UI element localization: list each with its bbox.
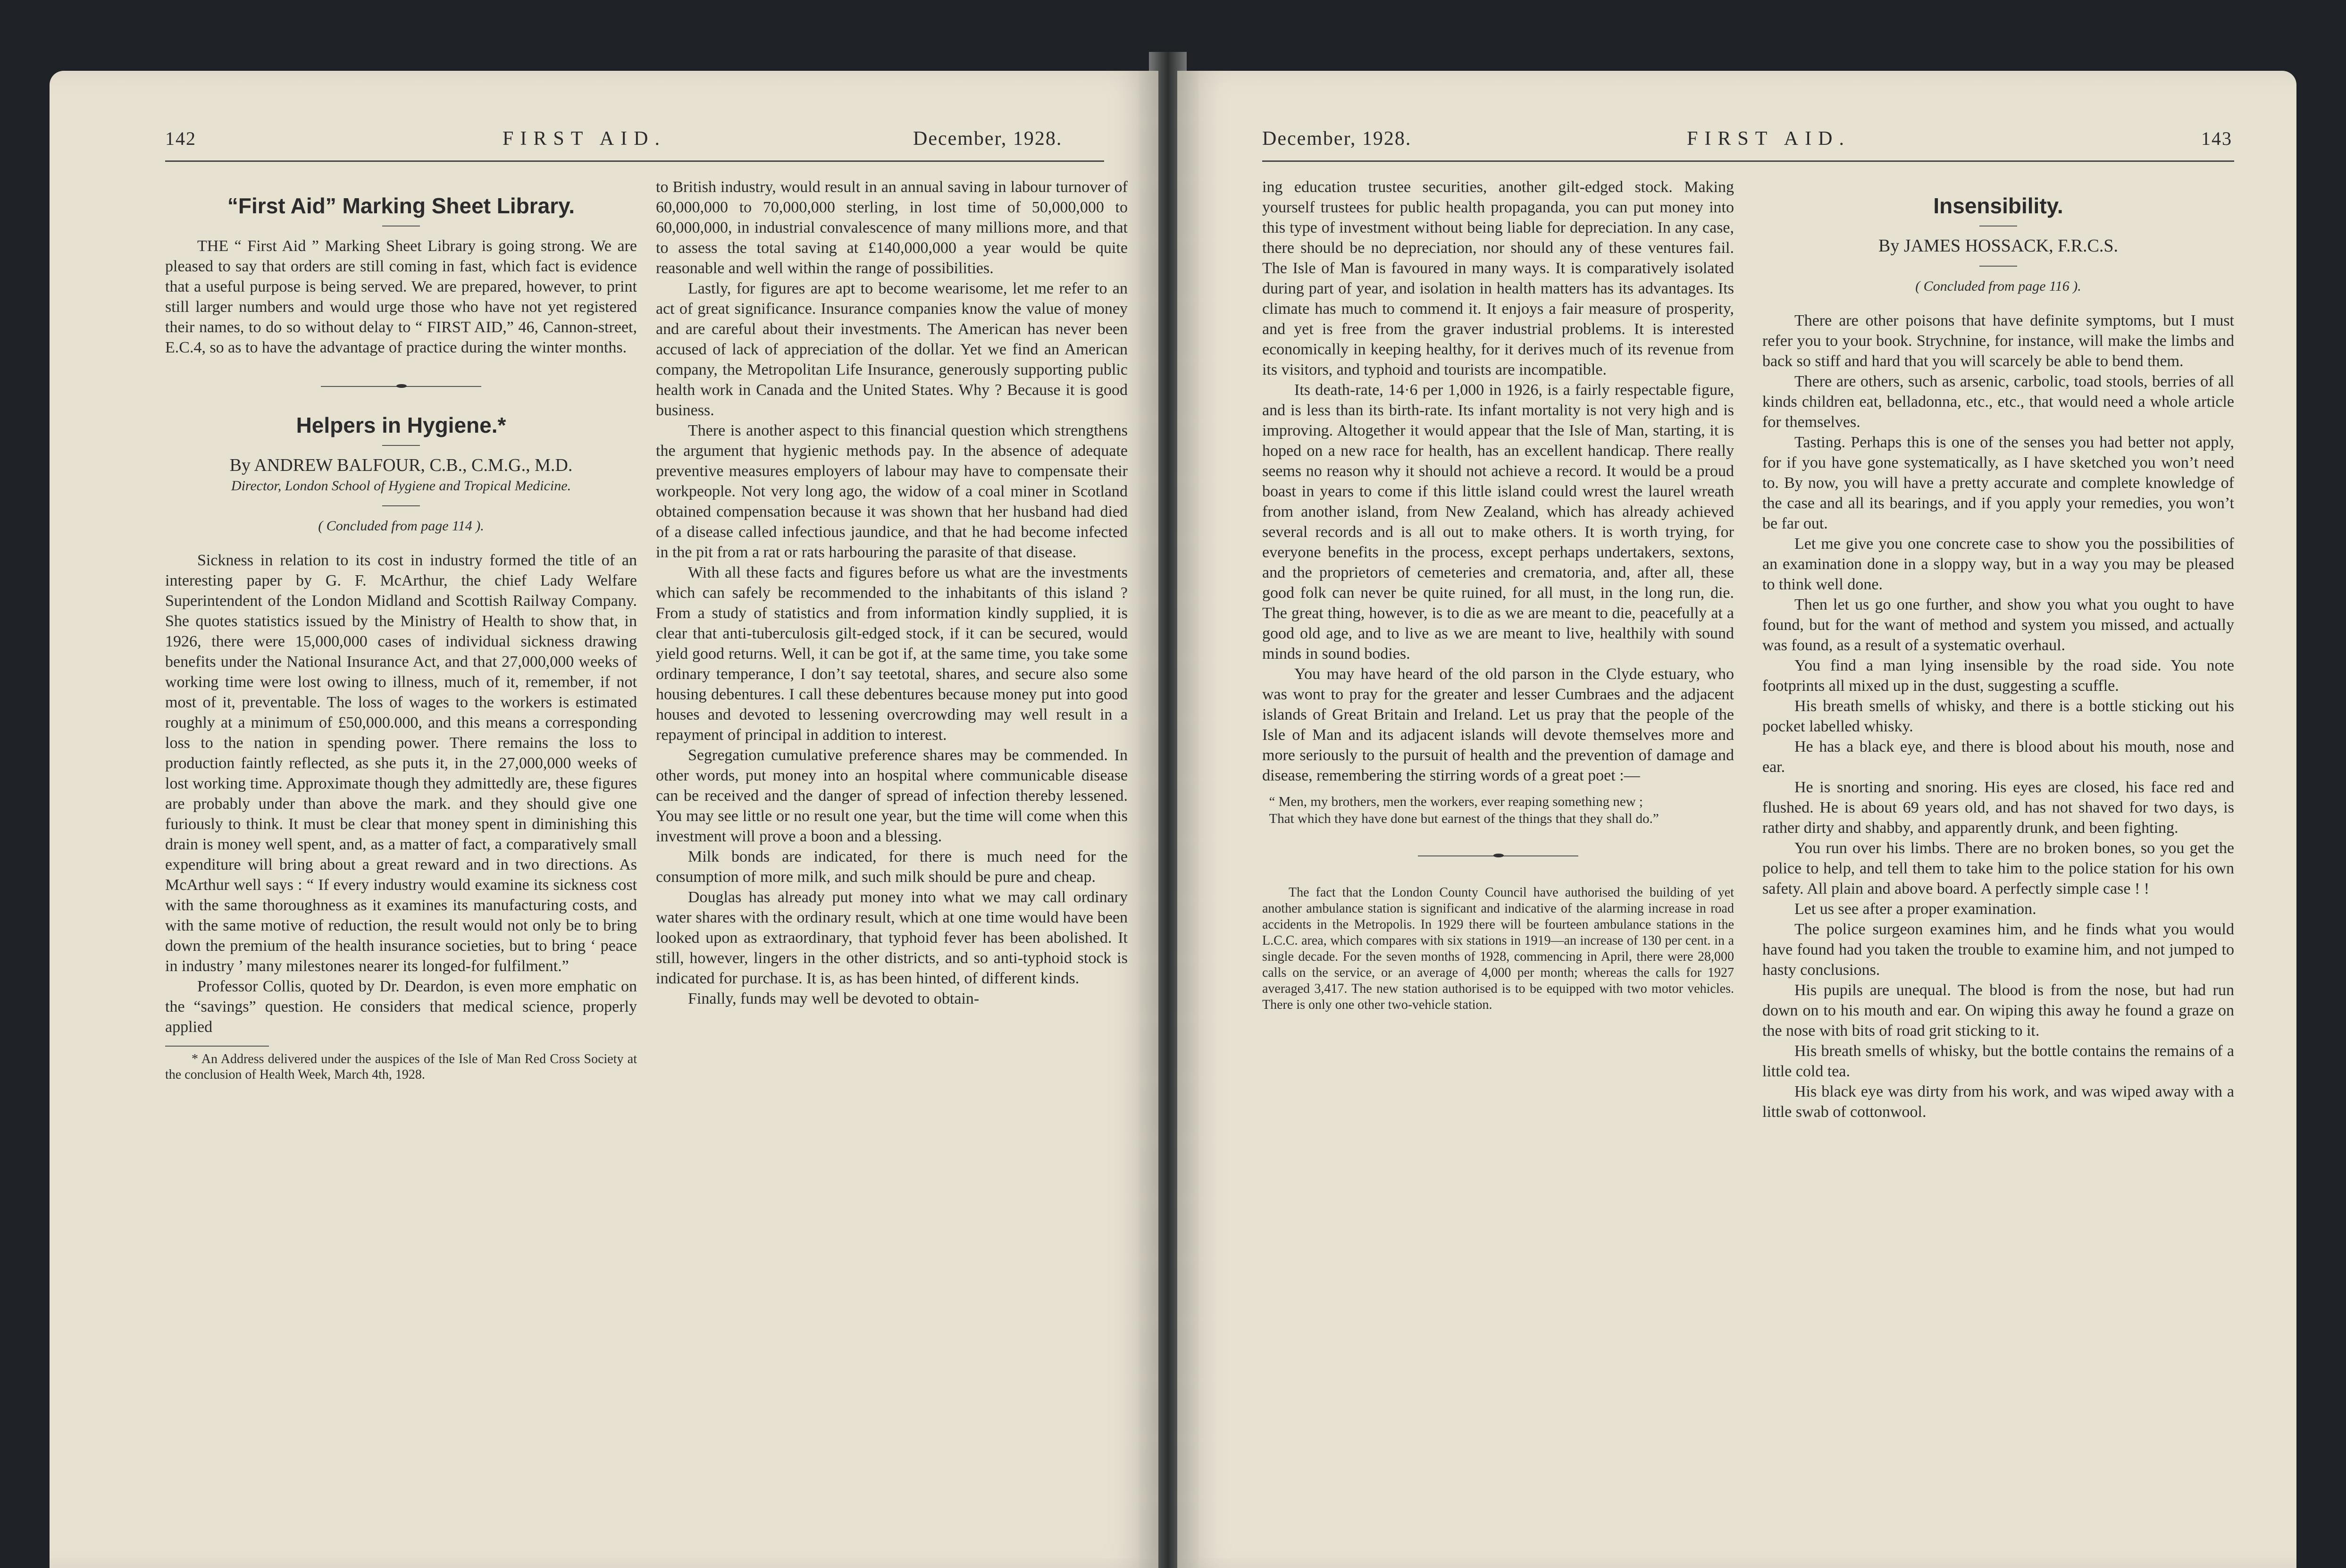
article-paragraph: Let me give you one concrete case to show you the possibilities of an examination done in a sloppy way, but in a way you may be pleased to think well done.	[1762, 535, 2234, 593]
byline-rule	[382, 505, 420, 506]
article-paragraph: Then let us go one further, and show you what you ought to have found, but for the want of method and system you missed, and actually was found, as a result of a systematic overhaul.	[1762, 596, 2234, 654]
byline-rule	[1979, 266, 2017, 267]
footnote-rule	[165, 1046, 269, 1047]
footnote: * An Address delivered under the auspices of the Isle of Man Red Cross Society at the conclusion of Health Week, March 4th, 1928.	[165, 1052, 637, 1082]
article-paragraph: Let us see after a proper examination.	[1794, 900, 2036, 918]
article-paragraph: ing education trustee securities, another gilt-edged stock. Making yourself trustees for public health propaganda, you can put money into this type of investment without being liable for depreciation. In any case, there should be no depreciation, nor should any of these ventures fail. The Isle of Man is favoured in many ways. It is comparatively isolated during part of year, and isolation in health matters has its advantages. Its climate has much to commend it. It enjoys a fair measure of prosperity, and yet is free from the graver industrial problems. It is interested economically in keeping healthy, for it derives much of its revenue from its visitors, and typhoid and tourists are incompatible.	[1262, 178, 1734, 378]
article-paragraph: The police surgeon examines him, and he finds what you would have found had you taken the trouble to examine him, and not jumped to hasty conclusions.	[1762, 921, 2234, 979]
article-paragraph: You may have heard of the old parson in the Clyde estuary, who was wont to pray for the greater and lesser Cumbraes and the adjacent islands of Great Britain and Ireland. Let us pray that the people of the Isle of Man and its adjacent islands will devote themselves more and more seriously to the pursuit of health and the prevention of damage and disease, remembering the stirring words of a great poet :—	[1262, 665, 1734, 784]
author-affiliation: Director, London School of Hygiene and Tropical Medicine.	[231, 478, 571, 494]
article-paragraph: He is snorting and snoring. His eyes are closed, his face red and flushed. He is about 69 years old, and has not shaved for two days, is rather dirty and shabby, and apparently drunk, and been fighting.	[1762, 779, 2234, 837]
book-spread	[50, 52, 2296, 1568]
right-column-2	[1762, 177, 2234, 1122]
news-note: The fact that the London County Council have authorised the building of yet another ambulance station is significant and indicative of the alarming increase in road accidents in the Metropolis. In 1929 there will be fourteen ambulance stations in the L.C.C. area, which compares with six stations in 1919—an increase of 130 per cent. in a single decade. For the seven months of 1928, commencing in April, there were 28,000 calls on the service, or an average of 4,000 per month; whereas the calls for 1927 averaged 3,417. The new station authorised is to be equipped with two motor vehicles. There is only one other two-vehicle station.	[1262, 885, 1734, 1012]
article-paragraph: His breath smells of whisky, but the bottle contains the remains of a little cold tea.	[1762, 1042, 2234, 1080]
left-column-2	[656, 177, 1128, 1009]
header-rule	[165, 160, 1104, 162]
article-paragraph: There are others, such as arsenic, carbolic, toad stools, berries of all kinds children eat, belladonna, etc., etc., that would need a whole article for themselves.	[1762, 373, 2234, 431]
article-paragraph: His black eye was dirty from his work, and was wiped away with a little swab of cottonwool.	[1762, 1083, 2234, 1121]
running-title: FIRST AID.	[503, 128, 666, 150]
article-paragraph: His breath smells of whisky, and there is a bottle sticking out his pocket labelled whisky.	[1762, 697, 2234, 735]
article-paragraph: You find a man lying insensible by the road side. You note footprints all mixed up in the dust, suggesting a scuffle.	[1762, 657, 2234, 695]
article-paragraph: He has a black eye, and there is blood about his mouth, nose and ear.	[1762, 738, 2234, 776]
article-paragraph: THE “ First Aid ” Marking Sheet Library is going strong. We are pleased to say that orders are still coming in fast, which fact is evidence that a useful purpose is being served. We are prepared, however, to print still larger numbers and would urge those who have not yet registered their names, to do so without delay to “ FIRST AID,” 46, Cannon-street, E.C.4, so as to have the advantage of practice during the winter months.	[165, 237, 637, 356]
left-column-1	[165, 177, 637, 1082]
left-page	[50, 71, 1158, 1568]
article-paragraph: to British industry, would result in an annual saving in labour turnover of 60,000,000 to 70,000,000 sterling, in lost time of 50,000,000 to 60,000,000, in industrial convalescence of many millions more, and that to assess the total saving at £140,000,000 a year would be quite reasonable and well within the range of possibilities.	[656, 178, 1128, 277]
article-paragraph: Sickness in relation to its cost in industry formed the title of an interesting paper by G. F. McArthur, the chief Lady Welfare Superintendent of the London Midland and Scottish Railway Company. She quotes statistics issued by the Ministry of Health to show that, in 1926, there were 15,000,000 cases of individual sickness drawing benefits under the National Insurance Act, and that 27,000,000 weeks of working time were lost owing to illness, much of it, remember, if not most of it, preventable. The loss of wages to the workers is estimated roughly at a minimum of £50,000.000, and this means a corresponding loss to the nation in spending power. There remains the loss to production faintly reflected, as she puts it, in the 27,000,000 weeks of lost working time. Approximate though they admittedly are, these figures are probably under than above the mark. and they should give one furiously to think. It must be clear that money spent in diminishing this drain is money well spent, and, as a matter of fact, a comparatively small expenditure will bring about a great reward and in two directions. As McArthur well says : “ If every industry would examine its sickness cost with the same thoroughness as it examines its manufacturing costs, and with the same motive of reduction, the result would not only be to bring down the premium of the health insurance societies, but to bring ‘ peace in industry ’ many milestones nearer its longed-for fulfilment.”	[165, 552, 637, 975]
article-paragraph: With all these facts and figures before us what are the investments which can safely be recommended to the inhabitants of this island ? From a study of statistics and from information kindly supplied, it is clear that anti-tuberculosis gilt-edged stock, if it can be secured, would yield good returns. Well, it can be got if, at the same time, you take some ordinary temperance, I don’t say teetotal, shares, and secure also some housing debentures. I call these debentures because money put into good houses and devoted to lessening overcrowding may well result in a repayment of principal in addition to interest.	[656, 564, 1128, 744]
section-separator	[1418, 855, 1578, 856]
article-paragraph: There are other poisons that have definite symptoms, but I must refer you to your book. Strychnine, for instance, will make the limbs and back so stiff and hard that you will scarcely be able to bend them.	[1762, 312, 2234, 370]
left-running-head	[50, 127, 1158, 156]
continuation-note: ( Concluded from page 114 ).	[318, 518, 484, 534]
article-title: Insensibility.	[1933, 193, 2063, 218]
article-title: “First Aid” Marking Sheet Library.	[227, 193, 575, 218]
article-title: Helpers in Hygiene.*	[296, 413, 506, 437]
article-paragraph: Lastly, for figures are apt to become wearisome, let me refer to an act of great significance. Insurance companies know the value of money and are careful about their investments. The American has never been accused of lack of appreciation of the dollar. Yet we find an American company, the Metropolitan Life Insurance, generously supporting public health work in Canada and the United States. Why ? Because it is good business.	[656, 280, 1128, 419]
byline: By ANDREW BALFOUR, C.B., C.M.G., M.D.	[229, 455, 573, 475]
page-number: 143	[2201, 128, 2232, 149]
page-number: 142	[165, 128, 196, 149]
right-column-1	[1262, 177, 1734, 1013]
right-page	[1177, 71, 2296, 1568]
article-paragraph: You run over his limbs. There are no broken bones, so you get the police to help, and tell them to take him to the police station for his own safety. All plain and above board. A perfectly simple case ! !	[1762, 839, 2234, 897]
running-title: FIRST AID.	[1687, 128, 1851, 150]
article-paragraph: Douglas has already put money into what we may call ordinary water shares with the ordinary result, which at one time would have been looked upon as extraordinary, that typhoid fever has been abolished. It still, however, lingers in the other districts, and so anti-typhoid stock is indicated for purchase. It is, as has been hinted, of different kinds.	[656, 889, 1128, 987]
section-separator	[321, 386, 481, 387]
continuation-note: ( Concluded from page 116 ).	[1915, 278, 2081, 294]
poem-quote	[1262, 793, 1734, 827]
byline: By JAMES HOSSACK, F.R.C.S.	[1878, 236, 2118, 256]
title-rule	[382, 445, 420, 446]
running-date: December, 1928.	[913, 128, 1063, 150]
header-rule	[1262, 160, 2234, 162]
poem-line: “ Men, my brothers, men the workers, ever reaping something new ;	[1269, 794, 1643, 809]
article-paragraph: Tasting. Perhaps this is one of the senses you had better not apply, for if you have gone systematically, as I have sketched you won’t need to. By now, you will have a pretty accurate and complete knowledge of the case and all its bearings, and if you apply your remedies, you won’t be far out.	[1762, 434, 2234, 532]
article-paragraph: His pupils are unequal. The blood is from the nose, but had run down on to his mouth and ear. On wiping this away he found a graze on the nose with bits of road grit sticking to it.	[1762, 981, 2234, 1040]
article-paragraph: Segregation cumulative preference shares may be commended. In other words, put money into an hospital where communicable disease can be received and the danger of spread of infection thereby lessened. You may see little or no result one year, but the time will come when this investment will prove a boon and a blessing.	[656, 746, 1128, 845]
article-paragraph: Professor Collis, quoted by Dr. Deardon, is even more emphatic on the “savings” question. He considers that medical science, properly applied	[165, 978, 637, 1036]
right-running-head	[1177, 127, 2296, 156]
article-paragraph: Its death-rate, 14·6 per 1,000 in 1926, is a fairly respectable figure, and is less than its birth-rate. Its infant mortality is not very high and is improving. Altogether it would appear that the Isle of Man, starting, it is hoped on a new race for health, has an excellent handicap. There really seems no reason why it should not achieve a record. It would be a proud boast in years to come if this little island could wrest the laurel wreath from another island, from New Zealand, which has already achieved several records and is all out to make others. It is worth trying, for everyone benefits in the process, except perhaps undertakers, sextons, and the proprietors of cemeteries and crematoria, and, after all, these good folk can never be quite ruined, for all must, in the long run, die. The great thing, however, is to die as we are meant to die, peacefully at a good old age, and to live as we are meant to live, healthily with sound minds in sound bodies.	[1262, 381, 1734, 662]
running-date: December, 1928.	[1262, 128, 1412, 150]
article-paragraph: Milk bonds are indicated, for there is much need for the consumption of more milk, and such milk should be pure and cheap.	[656, 848, 1128, 886]
article-paragraph: Finally, funds may well be devoted to obtain-	[688, 990, 980, 1007]
poem-line: That which they have done but earnest of the things that they shall do.”	[1269, 811, 1659, 826]
article-paragraph: There is another aspect to this financial question which strengthens the argument that hygienic methods pay. In the absence of adequate preventive measures employers of labour may have to compensate their workpeople. Not very long ago, the widow of a coal miner in Scotland obtained compensation because it was shown that her husband had died of a disease called infectious jaundice, and that he had become infected in the pit from a rat or rats harbouring the parasite of that disease.	[656, 422, 1128, 561]
